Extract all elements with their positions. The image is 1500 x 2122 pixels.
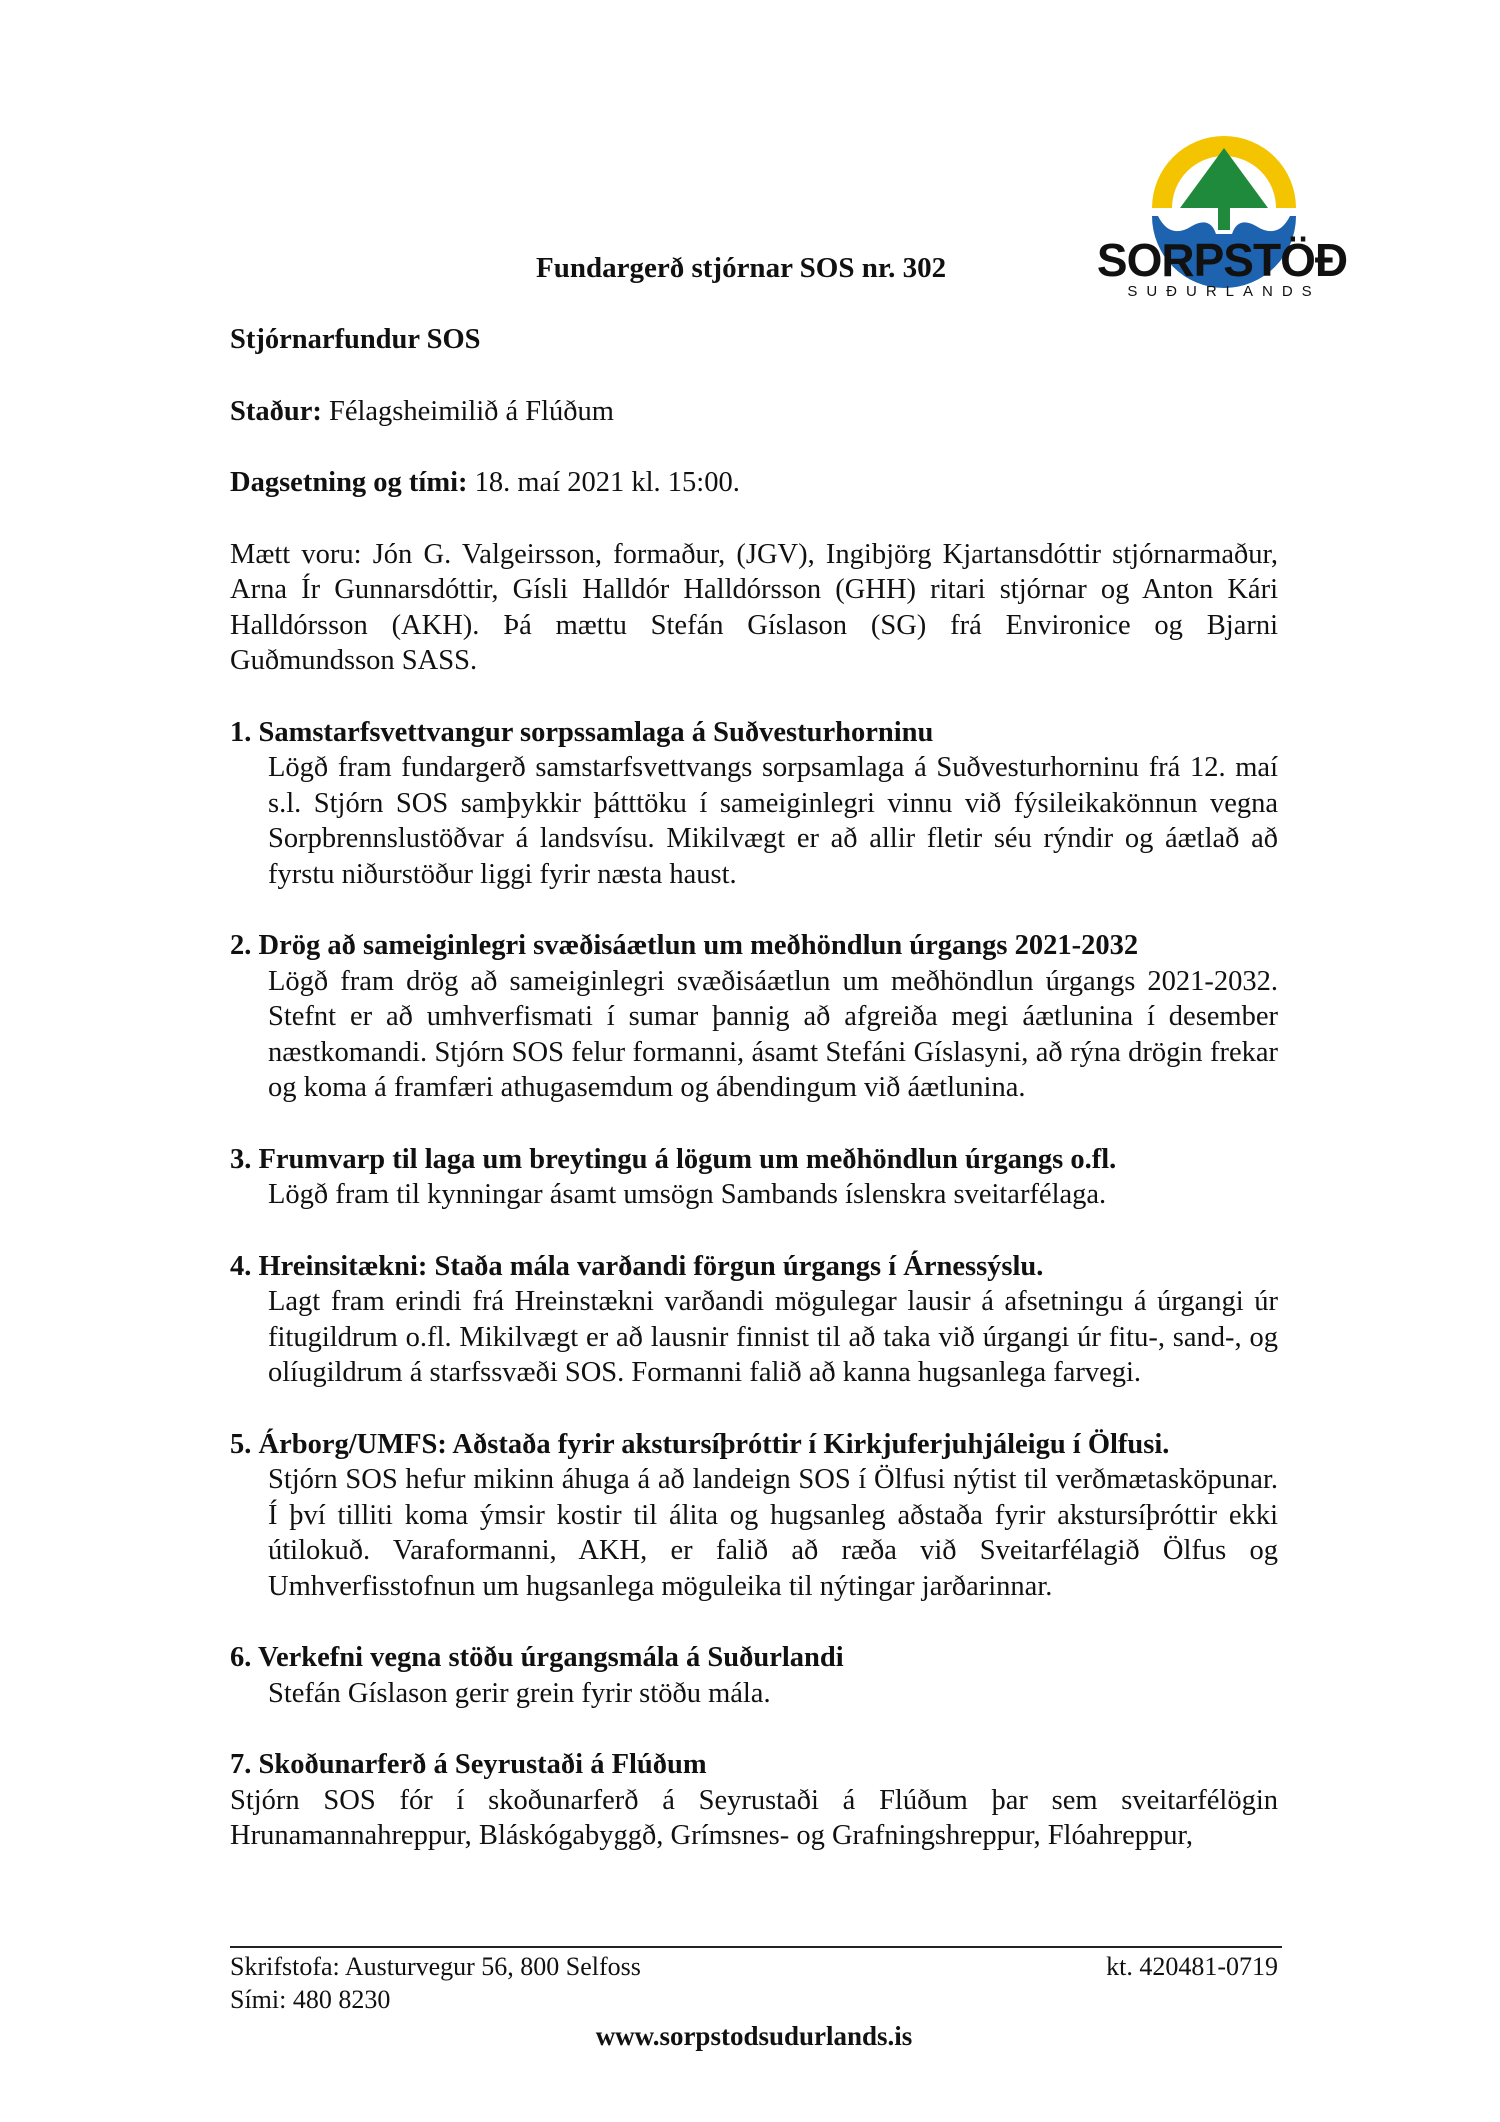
document-title: Fundargerð stjórnar SOS nr. 302 [536,252,947,284]
agenda-item-heading: 6. Verkefni vegna stöðu úrgangsmála á Suðurlandi [230,1642,844,1673]
logo-name-main: SORPSTÖÐ [1096,234,1348,286]
footer-kt: kt. 420481-0719 [1106,1952,1278,1981]
datetime-line [230,465,1278,501]
document-body [230,322,1278,1890]
agenda-item-body: Lögð fram drög að sameiginlegri svæðisáætlun um meðhöndlun úrgangs 2021-2032. Stefnt er að umhverfismati í sumar þannig að afgreiða megi áætlunina í desember næstkomandi. Stjórn SOS felur formanni, ásamt Stefáni Gíslasyni, að rýna drögin frekar og koma á framfæri athugasemdum og ábendingum við áætlunina. [268,965,1278,1103]
agenda-item-heading: 3. Frumvarp til laga um breytingu á lögum um meðhöndlun úrgangs o.fl. [230,1143,1117,1175]
agenda-item-2 [230,928,1278,1106]
agenda-item-body: Stjórn SOS hefur mikinn áhuga á að landeign SOS í Ölfusi nýtist til verðmætasköpunar. Í því tilliti koma ýmsir kostir til álita og hugsanleg aðstaða fyrir akstursíþróttir ekki útilokuð. Varaformanni, AKH, er falið að ræða við Sveitarfélagið Ölfus og Umhverfisstofnun um hugsanlega möguleika til nýtingar jarðarinnar. [268,1464,1278,1602]
location-value: Félagsheimilið á Flúðum [321,395,614,427]
agenda-item-body: Lögð fram fundargerð samstarfsvettvangs sorpsamlaga á Suðvesturhorninu frá 12. maí s.l. Stjórn SOS samþykkir þátttöku í sameiginlegri vinnu við fýsileikakönnun vegna Sorpbrennslustöðvar á landsvísu. Mikilvægt er að allir fletir séu rýndir og áætlað að fyrstu niðurstöður liggi fyrir næsta haust. [268,752,1278,890]
meeting-heading: Stjórnarfundur SOS [230,324,481,355]
sorpstod-logo [1070,108,1370,298]
agenda-item-heading: 5. Árborg/UMFS: Aðstaða fyrir akstursíþróttir í Kirkjuferjuhjáleigu í Ölfusi. [230,1428,1170,1460]
agenda-item-3 [230,1142,1278,1213]
agenda-item-heading: 1. Samstarfsvettvangur sorpssamlaga á Suðvesturhorninu [230,716,934,748]
agenda-item-7 [230,1747,1278,1854]
footer-divider [230,1946,1282,1948]
datetime-label: Dagsetning og tími: [230,467,468,498]
location-label: Staður: [230,395,322,427]
page-footer [230,1950,1278,2051]
agenda-item-body: Stjórn SOS fór í skoðunarferð á Seyrustaði á Flúðum þar sem sveitarfélögin Hrunamannahreppur, Bláskógabyggð, Grímsnes- og Grafningshreppur, Flóahreppur, [230,1784,1278,1851]
footer-address: Skrifstofa: Austurvegur 56, 800 Selfoss [230,1952,641,1981]
agenda-item-body: Lagt fram erindi frá Hreinstækni varðandi mögulegar lausir á afsetningu á úrgangi úr fitugildrum o.fl. Mikilvægt er að lausnir finnist til að taka við úrgangi úr fitu-, sand-, og olíugildrum á starfssvæði SOS. Formanni falið að kanna hugsanlega farvegi. [268,1286,1278,1388]
footer-phone: Sími: 480 8230 [230,1985,391,2014]
footer-row-phone [230,1983,1278,2016]
agenda-item-heading: 2. Drög að sameiginlegri svæðisáætlun um meðhöndlun úrgangs 2021-2032 [230,930,1139,961]
footer-website-link[interactable]: www.sorpstodsudurlands.is [595,2021,913,2051]
agenda-item-heading: 4. Hreinsitækni: Staða mála varðandi förgun úrgangs í Árnessýslu. [230,1250,1044,1282]
logo-graphic [1070,108,1370,298]
datetime-value: 18. maí 2021 kl. 15:00. [467,467,740,498]
agenda-item-1 [230,715,1278,893]
agenda-item-6 [230,1640,1278,1711]
location-line [230,394,1278,430]
agenda-item-body: Lögð fram til kynningar ásamt umsögn Sambands íslenskra sveitarfélaga. [268,1179,1107,1210]
logo-name-sub: SUÐURLANDS [1127,283,1321,298]
footer-row-address [230,1950,1278,1983]
attendees-paragraph: Mætt voru: Jón G. Valgeirsson, formaður, (JGV), Ingibjörg Kjartansdóttir stjórnarmaður, Arna Ír Gunnarsdóttir, Gísli Halldór Halldórsson (GHH) ritari stjórnar og Anton Kári Halldórsson (AKH). Þá mættu Stefán Gíslason (SG) frá Environice og Bjarni Guðmundsson SASS. [230,538,1278,676]
agenda-item-body: Stefán Gíslason gerir grein fyrir stöðu mála. [268,1677,771,1709]
agenda-item-heading: 7. Skoðunarferð á Seyrustaði á Flúðum [230,1749,707,1780]
agenda-item-4 [230,1249,1278,1391]
agenda-item-5 [230,1427,1278,1605]
